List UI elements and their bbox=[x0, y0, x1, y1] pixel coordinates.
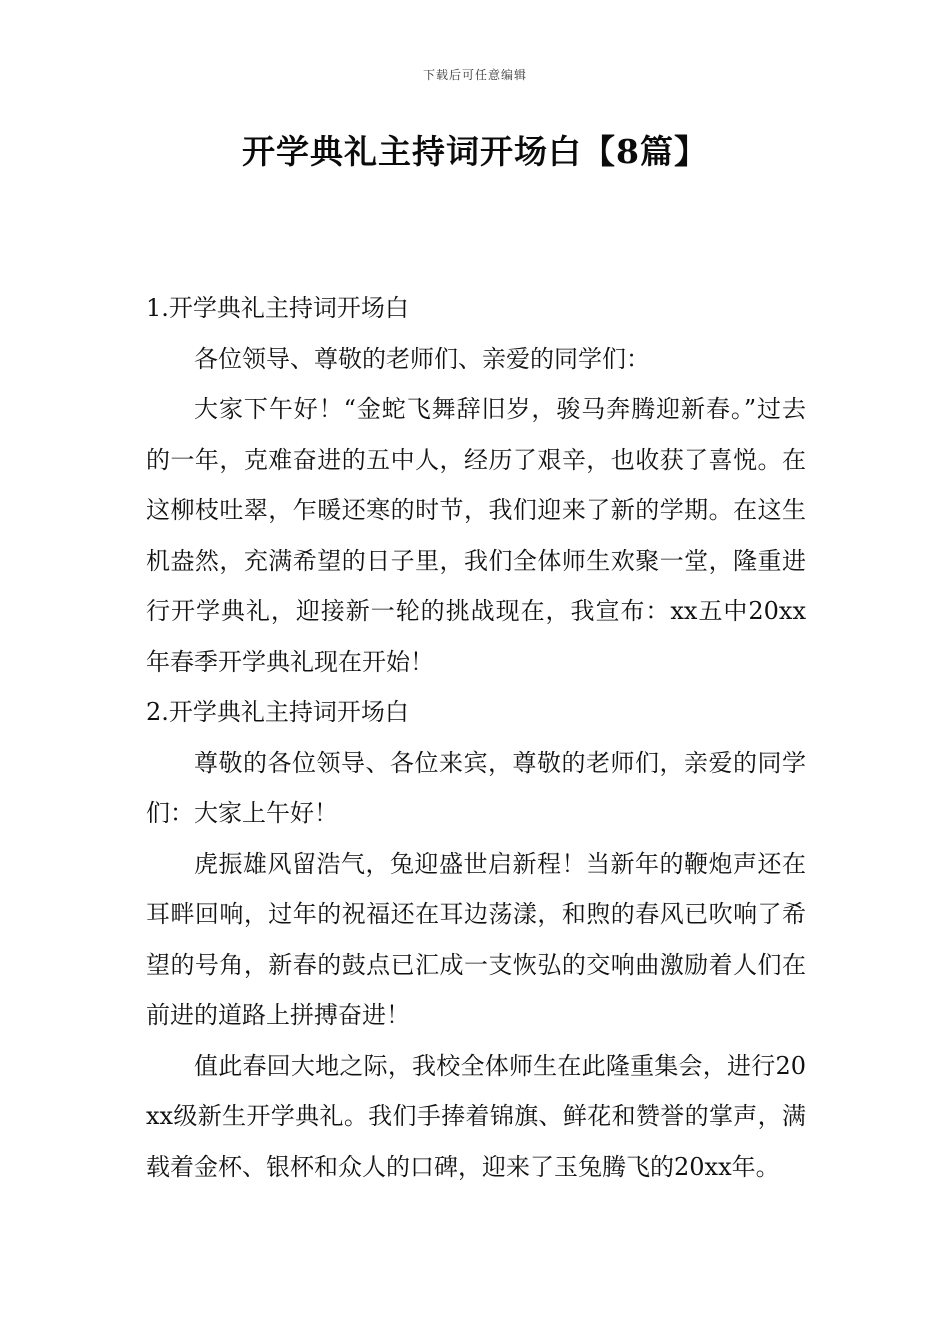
document-title: 开学典礼主持词开场白【8篇】 bbox=[242, 132, 708, 171]
section-heading-1: 1.开学典礼主持词开场白 bbox=[146, 294, 409, 322]
document-body bbox=[146, 283, 806, 1192]
body-paragraph: 尊敬的各位领导、各位来宾，尊敬的老师们，亲爱的同学们：大家上午好！ bbox=[146, 748, 806, 827]
header-note: 下载后可任意编辑 bbox=[422, 68, 527, 82]
body-paragraph: 各位领导、尊敬的老师们、亲爱的同学们： bbox=[194, 344, 650, 373]
section-heading-2: 2.开学典礼主持词开场白 bbox=[146, 698, 409, 726]
body-paragraph: 值此春回大地之际，我校全体师生在此隆重集会，进行20xx级新生开学典礼。我们手捧着锦旗、鲜花和赞誉的掌声，满载着金杯、银杯和众人的口碑，迎来了玉兔腾飞的20xx年。 bbox=[146, 1051, 806, 1181]
body-paragraph: 虎振雄风留浩气，兔迎盛世启新程！当新年的鞭炮声还在耳畔回响，过年的祝福还在耳边荡漾，和煦的春风已吹响了希望的号角，新春的鼓点已汇成一支恢弘的交响曲激励着人们在前进的道路上拼搏奋进！ bbox=[146, 849, 806, 1029]
body-paragraph: 大家下午好！“金蛇飞舞辞旧岁，骏马奔腾迎新春。”过去的一年，克难奋进的五中人，经历了艰辛，也收获了喜悦。在这柳枝吐翠，乍暖还寒的时节，我们迎来了新的学期。在这生机盎然，充满希望的日子里，我们全体师生欢聚一堂，隆重进行开学典礼，迎接新一轮的挑战现在，我宣布：xx五中20xx年春季开学典礼现在开始！ bbox=[146, 395, 806, 676]
